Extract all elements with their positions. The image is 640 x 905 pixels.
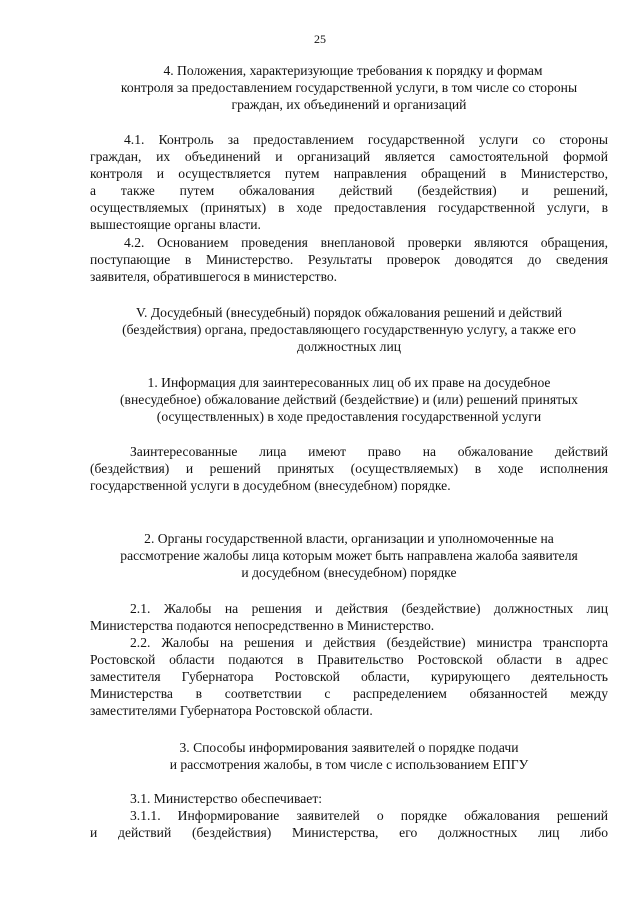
subsection-3-heading-line: и рассмотрения жалобы, в том числе с использованием ЕПГУ	[169, 757, 529, 772]
paragraph-3-1-1-line: 3.1.1. Информирование заявителей о порядке обжалования решений	[130, 808, 608, 823]
subsection-2-heading-line: 2. Органы государственной власти, организации и уполномоченные на	[144, 531, 554, 546]
subsection-3-heading-line: 3. Способы информирования заявителей о порядке подачи	[179, 740, 519, 755]
section-4-heading-line: 4. Положения, характеризующие требования к порядку и формам	[163, 63, 543, 78]
section-5-heading-line: V. Досудебный (внесудебный) порядок обжалования решений и действий	[135, 305, 563, 320]
subsection-2-heading-line: и досудебном (внесудебном) порядке	[241, 565, 457, 580]
subsection-1-heading-line: 1. Информация для заинтересованных лиц об их праве на досудебное	[147, 375, 551, 390]
paragraph-2-1-line: Министерства подаются непосредственно в Министерство.	[90, 618, 435, 633]
paragraph-rights-line: государственной услуги в досудебном (внесудебном) порядке.	[90, 478, 451, 493]
paragraph-4-1-line: 4.1. Контроль за предоставлением государственной услуги со стороны	[124, 132, 608, 147]
paragraph-rights-line: Заинтересованные лица имеют право на обжалование действий	[130, 444, 608, 459]
section-5-heading-line: (бездействия) органа, предоставляющего государственную услугу, а также его	[122, 322, 576, 337]
paragraph-3-1: 3.1. Министерство обеспечивает:	[130, 791, 323, 806]
subsection-1-heading-line: (внесудебное) обжалование действий (бездействие) и (или) решений принятых	[120, 392, 578, 407]
paragraph-4-2-line: поступающие в Министерство. Результаты проверок доводятся до сведения	[90, 252, 608, 267]
paragraph-2-1-line: 2.1. Жалобы на решения и действия (бездействие) должностных лиц	[130, 601, 608, 616]
paragraph-3-1-1-line: и действий (бездействия) Министерства, его должностных лиц либо	[90, 825, 608, 840]
paragraph-2-2-line: заместителями Губернатора Ростовской области.	[90, 703, 373, 718]
section-4-heading-line: контроля за предоставлением государственной услуги, в том числе со стороны	[120, 80, 578, 95]
paragraph-4-1-line: а также путем обжалования действий (бездействия) и решений,	[90, 183, 608, 198]
paragraph-2-2-line: заместителя Губернатора Ростовской области, курирующего деятельность	[90, 669, 608, 684]
paragraph-2-2-line: 2.2. Жалобы на решения и действия (бездействие) министра транспорта	[130, 635, 608, 650]
paragraph-4-1-line: осуществляемых (принятых) в ходе предоставления государственной услуги, в	[90, 200, 608, 215]
paragraph-4-1-line: граждан, их объединений и организаций является самостоятельной формой	[90, 149, 608, 164]
paragraph-2-2-line: Министерства в соответствии с распределением обязанностей между	[90, 686, 608, 701]
paragraph-4-2-line: 4.2. Основанием проведения внеплановой проверки являются обращения,	[124, 235, 608, 250]
paragraph-rights-line: (бездействия) и решений принятых (осуществляемых) в ходе исполнения	[90, 461, 608, 476]
page-number: 25	[314, 32, 326, 46]
paragraph-2-2-line: Ростовской области подаются в Правительство Ростовской области в адрес	[90, 652, 608, 667]
section-5-heading-line: должностных лиц	[296, 339, 402, 354]
paragraph-4-2-line: заявителя, обратившегося в министерство.	[90, 269, 338, 284]
subsection-1-heading-line: (осуществленных) в ходе предоставления государственной услуги	[156, 409, 542, 424]
paragraph-4-1-line: вышестоящие органы власти.	[90, 217, 261, 232]
paragraph-4-1-line: контроля и осуществляется путем направления обращений в Министерство,	[90, 166, 608, 181]
subsection-2-heading-line: рассмотрение жалобы лица которым может быть направлена жалоба заявителя	[120, 548, 578, 563]
section-4-heading-line: граждан, их объединений и организаций	[231, 97, 467, 112]
